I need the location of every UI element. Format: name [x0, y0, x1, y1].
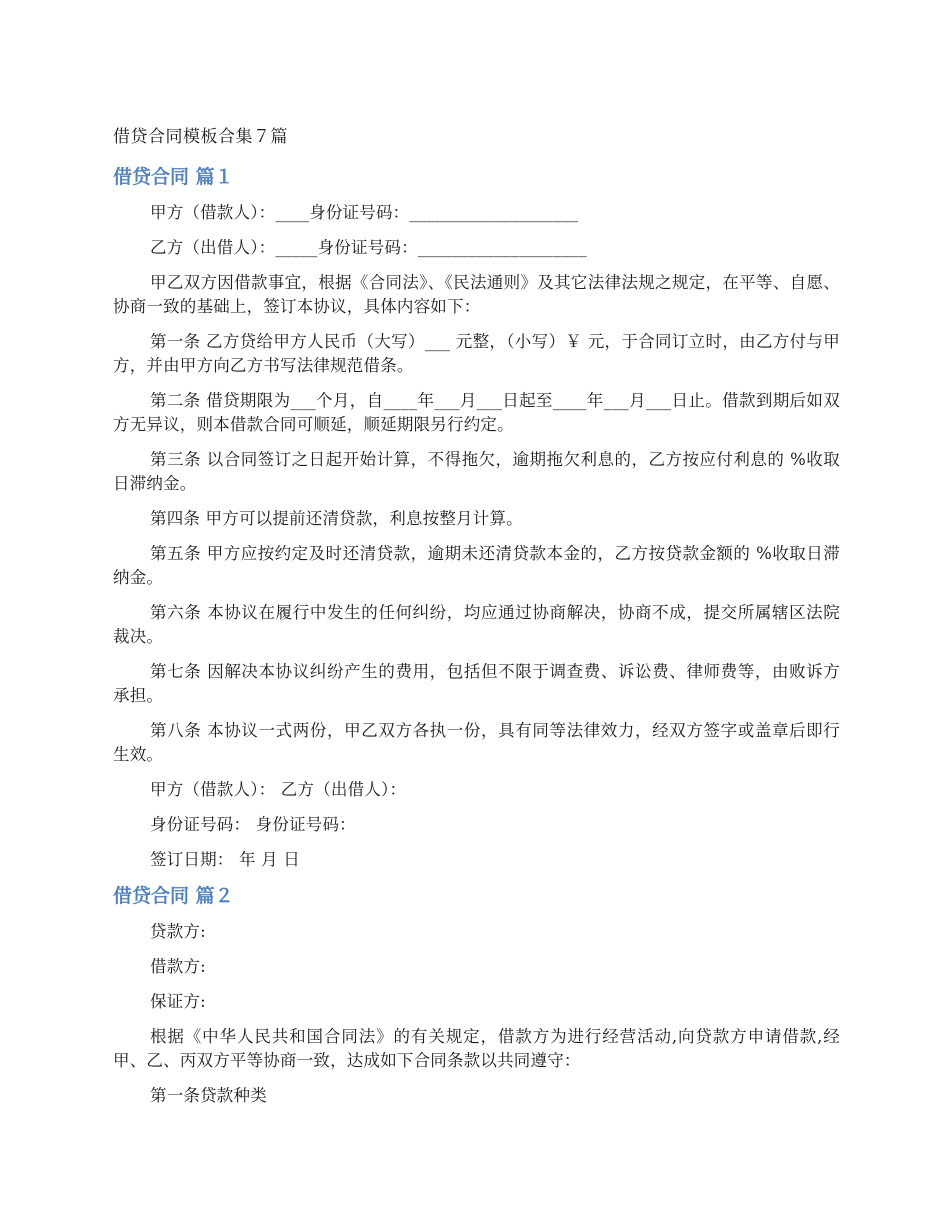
article-4: 第四条 甲方可以提前还清贷款，利息按整月计算。: [150, 509, 523, 528]
article-6: 第六条 本协议在履行中发生的任何纠纷，均应通过协商解决，协商不成，提交所属辖区法院裁决。: [113, 603, 840, 646]
signature-parties: 甲方（借款人）： 乙方（出借人）：: [150, 780, 407, 799]
guarantor-line: 保证方:: [150, 992, 206, 1011]
preamble-paragraph: 甲乙双方因借款事宜，根据《合同法》、《民法通则》及其它法律法规之规定，在平等、自愿、协商一致的基础上，签订本协议，具体内容如下：: [113, 273, 840, 316]
section-heading: 借贷合同 篇２: [113, 885, 234, 907]
section-2: [113, 883, 840, 1108]
section-heading: 借贷合同 篇１: [113, 166, 234, 188]
article-5: 第五条 甲方应按约定及时还清贷款，逾期未还清贷款本金的，乙方按贷款金额的 %收取日滞纳金。: [113, 544, 840, 587]
party-a-line: 甲方（借款人）：____身份证号码：____________________: [150, 203, 579, 222]
article-2: 第二条 借贷期限为___个月，自____年___月___日起至____年___月___日止。借款到期后如双方无异议，则本借款合同可顺延，顺延期限另行约定。: [113, 391, 840, 434]
lender-line: 贷款方:: [150, 922, 206, 941]
party-b-line: 乙方（出借人）：_____身份证号码：____________________: [150, 238, 587, 257]
article-1: 第一条 乙方贷给甲方人民币（大写）___ 元整，（小写）￥ 元，于合同订立时，由乙方付与甲方，并由甲方向乙方书写法律规范借条。: [113, 332, 840, 375]
signature-id-numbers: 身份证号码： 身份证号码：: [150, 815, 356, 834]
article-7: 第七条 因解决本协议纠纷产生的费用，包括但不限于调查费、诉讼费、律师费等，由败诉方承担。: [113, 662, 840, 705]
section-1: [113, 164, 840, 872]
preamble-paragraph: 根据《中华人民共和国合同法》的有关规定，借款方为进行经营活动,向贷款方申请借款,经甲、乙、丙双方平等协商一致，达成如下合同条款以共同遵守：: [113, 1027, 840, 1070]
borrower-line: 借款方:: [150, 957, 206, 976]
document-title: 借贷合同模板合集７篇: [113, 127, 288, 147]
article-8: 第八条 本协议一式两份，甲乙双方各执一份，具有同等法律效力，经双方签字或盖章后即行生效。: [113, 721, 840, 764]
article-1: 第一条贷款种类: [150, 1086, 267, 1105]
article-3: 第三条 以合同签订之日起开始计算，不得拖欠，逾期拖欠利息的，乙方按应付利息的 %收取日滞纳金。: [113, 450, 840, 493]
signature-date: 签订日期： 年 月 日: [150, 850, 300, 869]
